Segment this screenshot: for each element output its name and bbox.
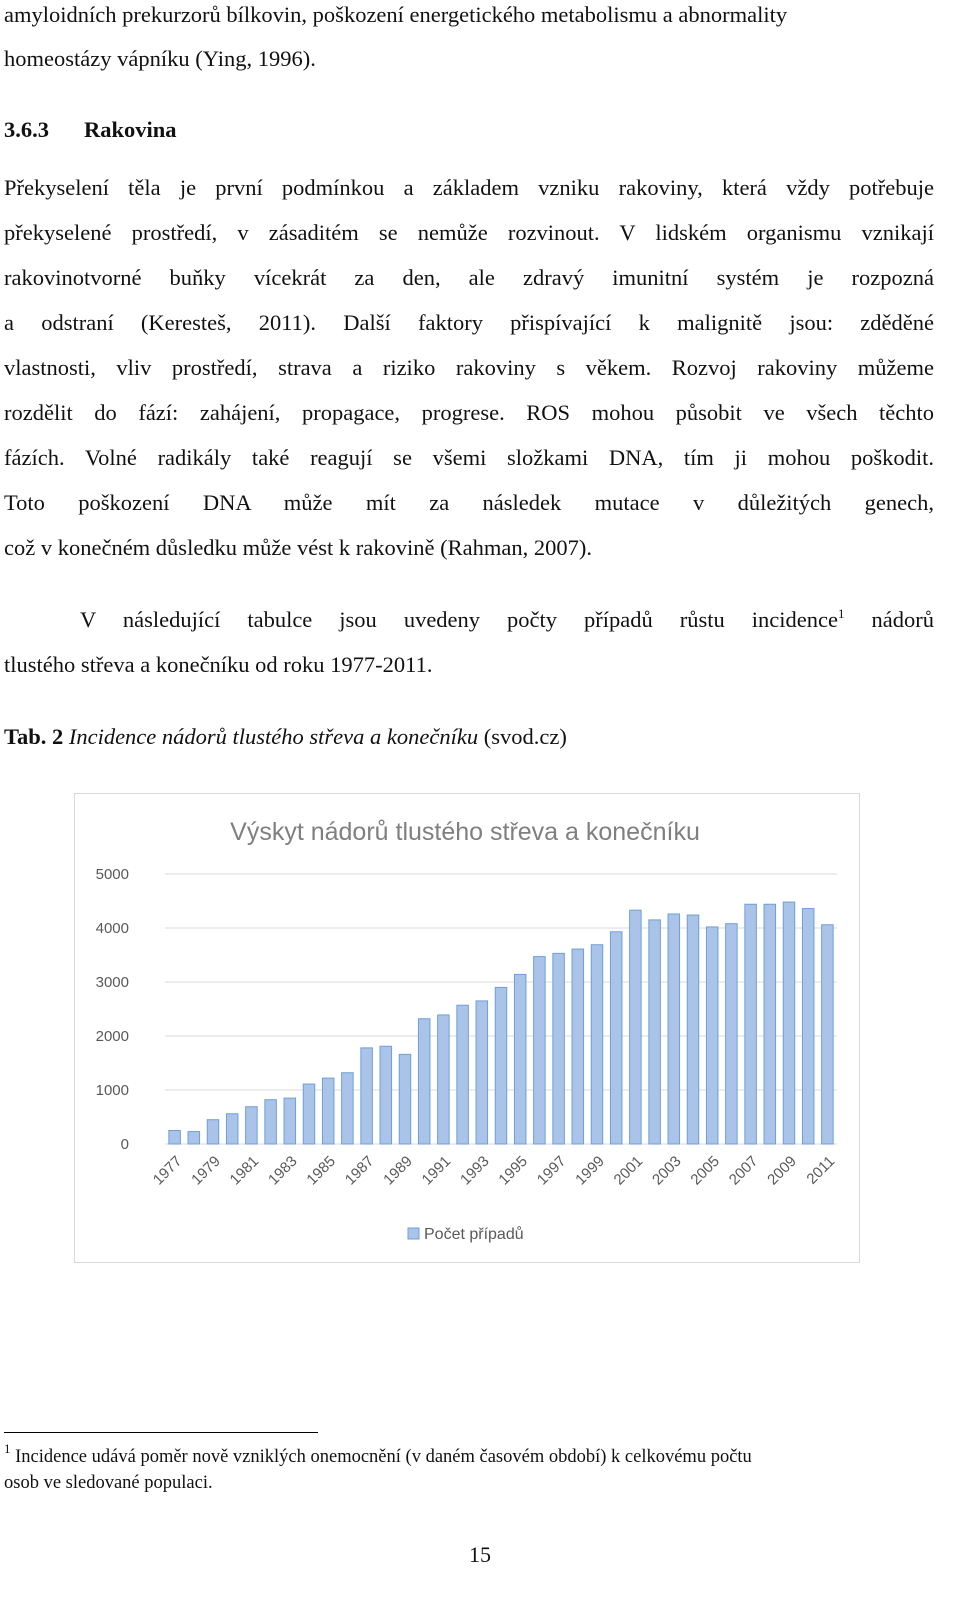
x-tick-label-1999: 1999	[572, 1152, 608, 1189]
x-tick-label-1997: 1997	[533, 1152, 570, 1189]
para2-line-1	[4, 605, 934, 635]
bar-2001	[630, 910, 642, 1144]
bar-1994	[495, 987, 507, 1144]
para2-text: V následující tabulce jsou uvedeny počty případů růstu incidence	[80, 607, 838, 632]
bar-1987	[361, 1048, 373, 1144]
para2-text-end: nádorů	[844, 607, 934, 632]
bar-1983	[284, 1098, 296, 1144]
para1-line-6: rozdělit do fází: zahájení, propagace, progrese. ROS mohou působit ve všech těchto	[4, 400, 934, 425]
bar-2005	[706, 927, 718, 1144]
section-title: Rakovina	[84, 117, 177, 142]
bar-1990	[418, 1019, 430, 1144]
footnote-line-1	[4, 1441, 934, 1470]
para1-line-7: fázích. Volné radikály také reagují se všemi složkami DNA, tím ji mohou poškodit.	[4, 445, 934, 470]
x-tick-label-1995: 1995	[495, 1152, 532, 1189]
bar-2006	[726, 924, 738, 1144]
bar-1985	[322, 1078, 334, 1144]
x-tick-label-1983: 1983	[265, 1152, 301, 1189]
body-line-2: homeostázy vápníku (Ying, 1996).	[4, 46, 316, 71]
bar-1999	[591, 945, 603, 1144]
x-tick-label-2005: 2005	[687, 1152, 724, 1189]
x-tick-label-2001: 2001	[610, 1152, 647, 1189]
section-number: 3.6.3	[4, 117, 49, 142]
bar-1988	[380, 1046, 392, 1144]
bar-1981	[246, 1107, 258, 1144]
footnote-mark: 1	[4, 1441, 11, 1456]
para1-line-9: což v konečném důsledku může vést k rakovině (Rahman, 2007).	[4, 535, 592, 560]
x-tick-label-2007: 2007	[725, 1152, 762, 1189]
chart-frame	[74, 793, 860, 1263]
page-number: 15	[469, 1542, 491, 1567]
x-tick-label-1987: 1987	[341, 1152, 378, 1189]
bar-2002	[649, 920, 661, 1144]
x-tick-label-1977: 1977	[149, 1152, 186, 1189]
para1-line-2: překyselené prostředí, v zásaditém se nemůže rozvinout. V lidském organismu vznikají	[4, 220, 934, 245]
para1-line-3: rakovinotvorné buňky vícekrát za den, ale zdravý imunitní systém je rozpozná	[4, 265, 934, 290]
bar-1992	[457, 1005, 469, 1144]
bar-1993	[476, 1001, 488, 1144]
bar-1998	[572, 949, 584, 1144]
bar-chart	[75, 794, 861, 1264]
bar-2008	[764, 904, 776, 1144]
caption-label: Tab. 2	[4, 724, 64, 749]
para1-line-1: Překyselení těla je první podmínkou a základem vzniku rakoviny, která vždy potřebuje	[4, 175, 934, 200]
caption-source: (svod.cz)	[483, 724, 567, 749]
bar-1978	[188, 1132, 200, 1144]
para2-line-2: tlustého střeva a konečníku od roku 1977-2011.	[4, 652, 433, 677]
y-tick-label-4000: 4000	[95, 920, 129, 937]
x-tick-label-2011: 2011	[803, 1152, 839, 1188]
x-tick-label-1979: 1979	[188, 1152, 224, 1189]
bar-1982	[265, 1100, 277, 1144]
x-tick-label-1981: 1981	[226, 1152, 263, 1189]
bar-2000	[610, 932, 622, 1144]
bar-2009	[783, 902, 795, 1144]
x-tick-label-1991: 1991	[418, 1152, 455, 1189]
y-tick-label-3000: 3000	[95, 974, 129, 991]
footnote-rule	[4, 1432, 318, 1433]
bar-2004	[687, 915, 699, 1144]
y-tick-label-2000: 2000	[95, 1028, 129, 1045]
bar-1996	[534, 957, 546, 1144]
para1-line-5: vlastnosti, vliv prostředí, strava a riziko rakoviny s věkem. Rozvoj rakoviny můžeme	[4, 355, 934, 380]
y-tick-label-1000: 1000	[95, 1082, 129, 1099]
bar-1980	[226, 1114, 238, 1144]
x-tick-label-1989: 1989	[380, 1152, 416, 1189]
bar-2011	[822, 925, 834, 1144]
chart-title: Výskyt nádorů tlustého střeva a konečníku	[230, 818, 700, 846]
para1-line-4: a odstraní (Keresteš, 2011). Další faktory přispívající k malignitě jsou: zděděné	[4, 310, 934, 335]
body-line-1: amyloidních prekurzorů bílkovin, poškození energetického metabolismu a abnormality	[4, 2, 788, 27]
section-heading	[4, 115, 934, 145]
y-tick-label-5000: 5000	[95, 866, 129, 883]
x-tick-label-1985: 1985	[303, 1152, 340, 1189]
legend-label: Počet případů	[424, 1226, 524, 1243]
bar-2010	[802, 909, 814, 1144]
bar-2007	[745, 904, 757, 1144]
x-tick-label-2009: 2009	[764, 1152, 800, 1189]
bar-1991	[438, 1015, 450, 1144]
y-tick-label-0: 0	[120, 1136, 129, 1153]
bar-1984	[303, 1084, 315, 1144]
caption-title: Incidence nádorů tlustého střeva a konečníku	[68, 724, 479, 749]
bar-2003	[668, 914, 680, 1144]
legend-swatch	[408, 1228, 419, 1239]
x-tick-label-1993: 1993	[457, 1152, 493, 1189]
bar-1989	[399, 1054, 411, 1144]
bar-1977	[169, 1131, 181, 1145]
bar-1997	[553, 953, 565, 1144]
table-caption	[4, 722, 934, 752]
para1-line-8: Toto poškození DNA může mít za následek mutace v důležitých genech,	[4, 490, 934, 515]
x-tick-label-2003: 2003	[649, 1152, 685, 1189]
bar-1986	[342, 1073, 354, 1144]
bar-1995	[514, 974, 526, 1144]
footnote-text-1: Incidence udává poměr nově vzniklých onemocnění (v daném časovém období) k celkovému počtu	[15, 1447, 752, 1467]
bar-1979	[207, 1120, 219, 1144]
footnote-line-2: osob ve sledované populaci.	[4, 1473, 213, 1493]
footnote-ref: 1	[838, 606, 845, 621]
